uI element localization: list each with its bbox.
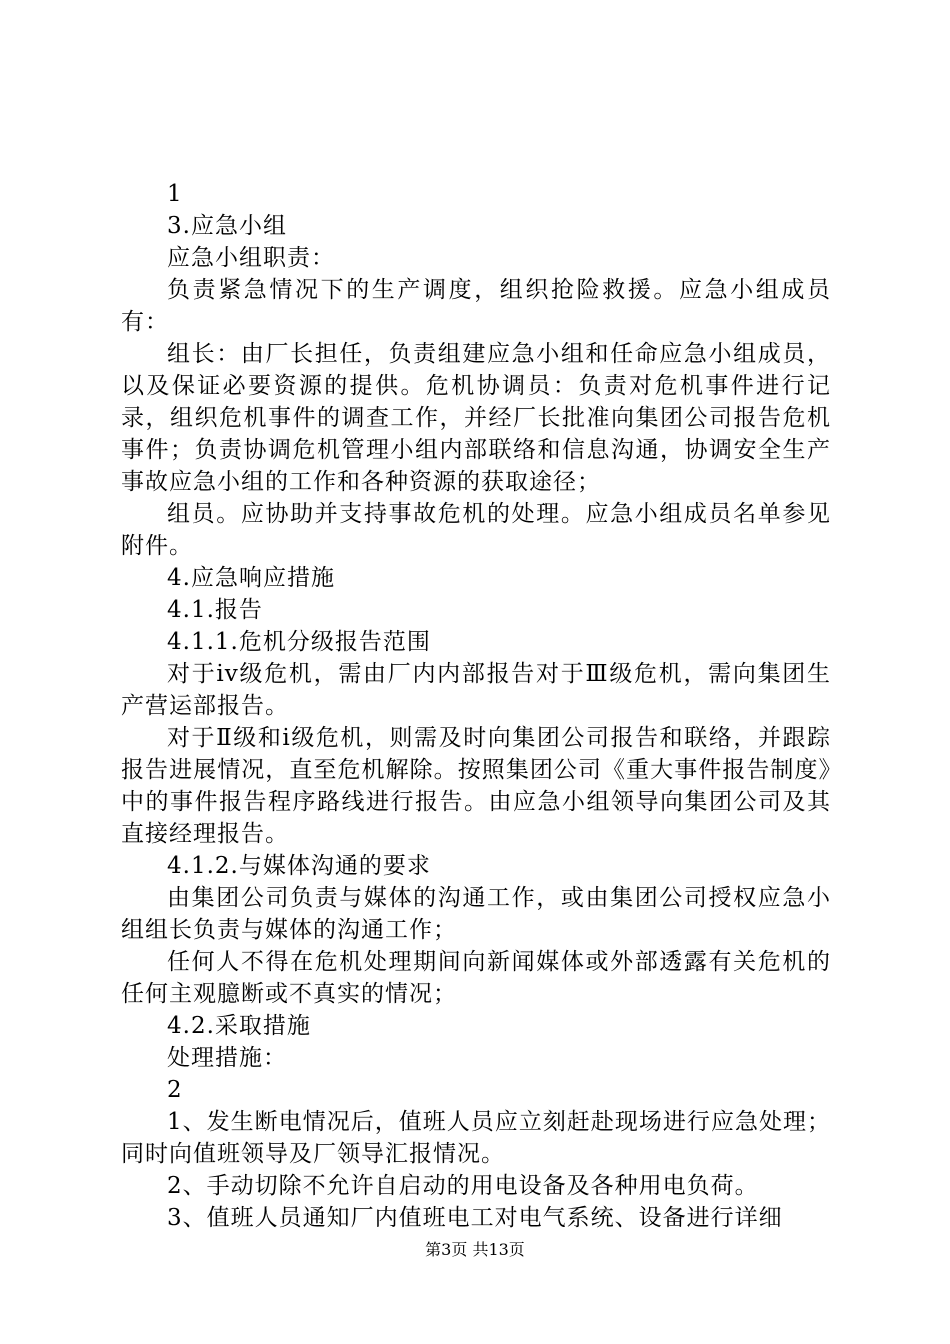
paragraph: 应急小组职责：: [167, 245, 335, 271]
section-heading: 4.1.报告: [167, 597, 263, 623]
paragraph: 处理措施：: [167, 1045, 287, 1071]
paragraph: 组长：由厂长担任，负责组建应急小组和任命应急小组成员，以及保证必要资源的提供。危机协调员：负责对危机事件进行记录，组织危机事件的调查工作，并经厂长批准向集团公司报告危机事件；负责协调危机管理小组内部联络和信息沟通，协调安全生产事故应急小组的工作和各种资源的获取途径；: [121, 341, 831, 495]
list-item: 1、发生断电情况后，值班人员应立刻赶赴现场进行应急处理；同时向值班领导及厂领导汇报情况。: [121, 1109, 831, 1167]
paragraph: 1: [167, 181, 183, 207]
list-item: 2、手动切除不允许自启动的用电设备及各种用电负荷。: [167, 1173, 759, 1199]
paragraph: 由集团公司负责与媒体的沟通工作，或由集团公司授权应急小组组长负责与媒体的沟通工作；: [121, 885, 831, 943]
paragraph: 对于iv级危机，需由厂内内部报告对于Ⅲ级危机，需向集团生产营运部报告。: [121, 661, 831, 719]
page-footer: 第3页 共13页: [425, 1240, 525, 1259]
paragraph: 任何人不得在危机处理期间向新闻媒体或外部透露有关危机的任何主观臆断或不真实的情况；: [121, 949, 831, 1007]
section-heading: 4.应急响应措施: [167, 565, 335, 591]
section-heading: 4.1.1.危机分级报告范围: [167, 629, 431, 655]
body-text: [121, 178, 831, 1234]
section-heading: 4.2.采取措施: [167, 1013, 311, 1039]
paragraph: 对于Ⅱ级和i级危机，则需及时向集团公司报告和联络，并跟踪报告进展情况，直至危机解除。按照集团公司《重大事件报告制度》中的事件报告程序路线进行报告。由应急小组领导向集团公司及其直接经理报告。: [121, 725, 831, 847]
list-item: 3、值班人员通知厂内值班电工对电气系统、设备进行详细: [167, 1205, 783, 1231]
paragraph: 负责紧急情况下的生产调度，组织抢险救援。应急小组成员有：: [121, 277, 831, 335]
section-heading: 4.1.2.与媒体沟通的要求: [167, 853, 431, 879]
paragraph: 2: [167, 1077, 183, 1103]
section-heading: 3.应急小组: [167, 213, 287, 239]
paragraph: 组员。应协助并支持事故危机的处理。应急小组成员名单参见附件。: [121, 501, 831, 559]
